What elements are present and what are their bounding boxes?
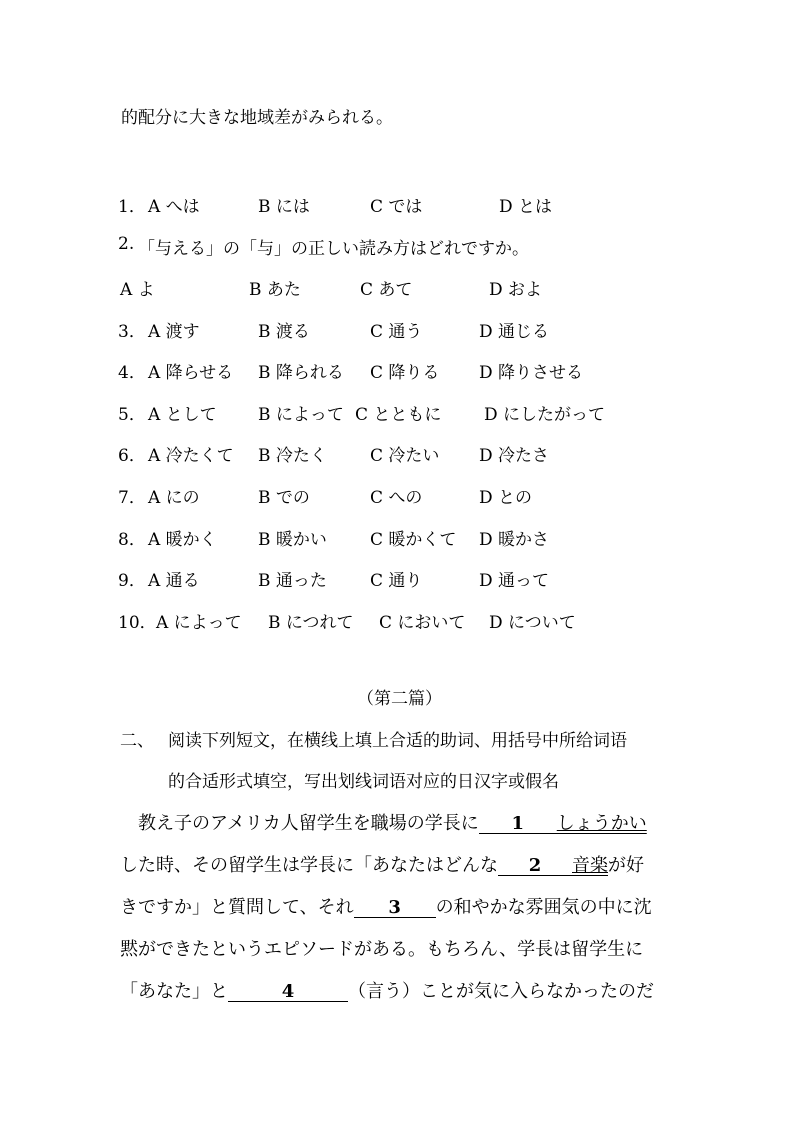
option-b: B 暖かい <box>258 530 327 550</box>
question-number: 4． <box>118 363 146 383</box>
option-a: A として <box>148 405 217 425</box>
option-c: C において <box>379 613 466 633</box>
option-b: B での <box>258 488 310 508</box>
passage-line-3 <box>120 899 652 918</box>
option-a: A 冷たくて <box>148 446 234 466</box>
underlined-word: 音楽 <box>572 855 608 876</box>
option-c: C 通り <box>370 571 423 591</box>
question-number: 8． <box>118 530 146 550</box>
passage-text: （言う）ことが気に入らなかったのだ <box>348 981 654 1002</box>
passage-line-4: 黙ができたというエピソードがある。もちろん、学長は留学生に <box>120 939 644 960</box>
passage-text: 教え子のアメリカ人留学生を職場の学長に <box>138 813 479 834</box>
option-c: C では <box>370 197 423 217</box>
option-b: B 冷たく <box>258 446 327 466</box>
question-number: 6． <box>118 446 146 466</box>
option-a: A 暖かく <box>148 530 217 550</box>
question-number: 3． <box>118 322 146 342</box>
blank-4[interactable] <box>228 983 348 1002</box>
section-title: （第二篇） <box>357 689 442 709</box>
underlined-word: しょうかい <box>556 813 647 834</box>
option-b: B あた <box>249 280 301 300</box>
instruction-line-2: 的合适形式填空，写出划线词语对应的日汉字或假名 <box>168 772 559 792</box>
passage-line-5 <box>120 983 654 1002</box>
passage-line-2 <box>120 857 644 876</box>
option-c: C あて <box>360 280 413 300</box>
option-d: D 冷たさ <box>479 446 550 466</box>
option-a: A 渡す <box>148 322 200 342</box>
passage-text: の和やかな雰囲気の中に沈 <box>435 897 652 918</box>
option-c: C 冷たい <box>370 446 440 466</box>
question-number: 7． <box>118 488 146 508</box>
option-c: C とともに <box>355 405 442 425</box>
option-d: D について <box>489 613 576 633</box>
passage-text: が好 <box>608 855 644 876</box>
section-number: 二、 <box>120 731 154 751</box>
option-a: A 降らせる <box>148 363 234 383</box>
instruction-line-1: 阅读下列短文，在横线上填上合适的助词、用括号中所给词语 <box>168 731 627 751</box>
option-d: D とは <box>499 197 553 217</box>
passage-line-1 <box>138 815 647 834</box>
option-a: A よ <box>120 280 155 300</box>
option-a: A によって <box>156 613 242 633</box>
passage-text: した時、その留学生は学長に「あなたはどんな <box>120 855 498 876</box>
blank-number: 1 <box>511 813 525 834</box>
option-b: B によって <box>258 405 344 425</box>
question-number: 5． <box>118 405 146 425</box>
option-b: B 渡る <box>258 322 310 342</box>
option-b: B には <box>258 197 310 217</box>
blank-number: 4 <box>281 981 295 1002</box>
blank-2[interactable] <box>498 857 572 876</box>
option-b: B 降られる <box>258 363 344 383</box>
option-d: D 暖かさ <box>479 530 550 550</box>
question-stem: 「与える」の「与」の正しい読み方はどれですか。 <box>138 239 529 259</box>
question-number: 10． <box>118 613 157 633</box>
option-c: C 暖かくて <box>370 530 457 550</box>
question-number: 1． <box>118 197 146 217</box>
blank-number: 3 <box>388 897 401 918</box>
option-d: D 通って <box>479 571 550 591</box>
option-c: C 通う <box>370 322 423 342</box>
option-d: D およ <box>489 280 543 300</box>
blank-number: 2 <box>528 855 542 876</box>
intro-text: 的配分に大きな地域差がみられる。 <box>121 108 393 128</box>
option-b: B 通った <box>258 571 327 591</box>
option-d: D との <box>479 488 533 508</box>
option-a: A にの <box>148 488 200 508</box>
option-a: A 通る <box>148 571 200 591</box>
option-d: D 通じる <box>479 322 550 342</box>
question-number: 9． <box>118 571 146 591</box>
blank-1[interactable] <box>479 815 557 834</box>
passage-text: 「あなた」と <box>120 981 228 1002</box>
option-d: D にしたがって <box>484 405 606 425</box>
question-number: 2. <box>118 234 135 254</box>
option-c: C 降りる <box>370 363 440 383</box>
option-d: D 降りさせる <box>479 363 584 383</box>
option-b: B につれて <box>268 613 354 633</box>
option-c: C への <box>370 488 423 508</box>
blank-3[interactable] <box>354 899 436 918</box>
option-a: A へは <box>148 197 200 217</box>
passage-text: きですか」と質問して、それ <box>120 897 354 918</box>
